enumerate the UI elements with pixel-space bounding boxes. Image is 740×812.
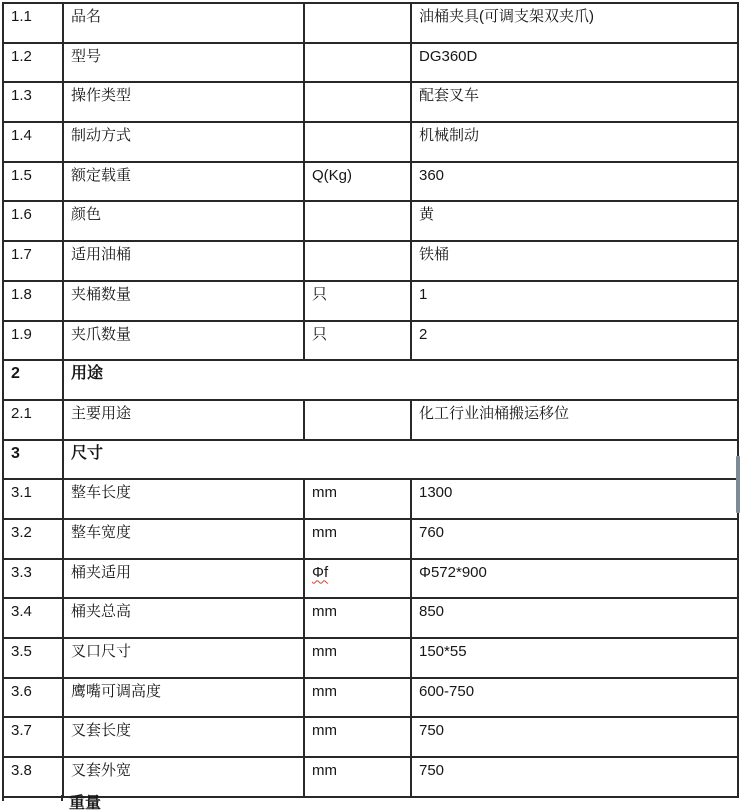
spec-row bbox=[3, 3, 738, 43]
value-cell bbox=[411, 281, 738, 321]
spec-label-cell-text: 制动方式 bbox=[71, 127, 132, 145]
value-cell-text: 150*55 bbox=[419, 643, 467, 660]
unit-cell bbox=[304, 241, 411, 281]
spec-label-cell-text: 颜色 bbox=[71, 206, 102, 224]
unit-cell bbox=[304, 559, 411, 599]
value-cell bbox=[411, 598, 738, 638]
row-number-cell bbox=[3, 638, 63, 678]
row-number-cell bbox=[3, 162, 63, 202]
value-cell-text: 760 bbox=[419, 523, 445, 541]
value-cell-text: 1 bbox=[419, 285, 428, 303]
row-number-cell bbox=[3, 201, 63, 241]
value-cell bbox=[411, 717, 738, 757]
row-number-cell-text: 1.1 bbox=[11, 8, 32, 25]
spec-label-cell-text: 型号 bbox=[71, 47, 102, 65]
value-cell bbox=[411, 638, 738, 678]
spec-row bbox=[3, 479, 738, 519]
row-number-cell-text: 2.1 bbox=[11, 404, 32, 422]
row-number-cell-text: 3 bbox=[11, 444, 20, 462]
unit-cell bbox=[304, 717, 411, 757]
spec-label-cell-text: 主要用途 bbox=[71, 404, 132, 422]
section-label-cell bbox=[63, 440, 738, 480]
value-cell-text: DG360D bbox=[419, 47, 478, 65]
unit-cell bbox=[304, 82, 411, 122]
unit-cell bbox=[304, 162, 411, 202]
unit-cell bbox=[304, 201, 411, 241]
row-number-cell bbox=[3, 559, 63, 599]
spec-row bbox=[3, 598, 738, 638]
section-label-cell-text: 尺寸 bbox=[71, 444, 104, 462]
unit-cell bbox=[304, 321, 411, 361]
value-cell bbox=[411, 479, 738, 519]
value-cell bbox=[411, 400, 738, 440]
spec-label-cell bbox=[63, 241, 304, 281]
spec-row bbox=[3, 321, 738, 361]
row-number-cell-text: 1.3 bbox=[11, 87, 32, 105]
value-cell-text: 360 bbox=[419, 166, 445, 184]
value-cell bbox=[411, 3, 738, 43]
unit-cell-text: mm bbox=[312, 722, 337, 740]
value-cell-text: 2 bbox=[419, 325, 428, 343]
spec-row bbox=[3, 638, 738, 678]
unit-cell-text: mm bbox=[312, 523, 337, 541]
row-number-cell bbox=[3, 3, 63, 43]
spec-label-cell bbox=[63, 281, 304, 321]
spec-row bbox=[3, 519, 738, 559]
spec-row bbox=[3, 678, 738, 718]
unit-cell-text: mm bbox=[312, 762, 337, 780]
partial-row-left-border bbox=[2, 795, 4, 801]
row-number-cell-text: 1.2 bbox=[11, 47, 32, 65]
spec-label-cell-text: 桶夹适用 bbox=[71, 563, 132, 581]
value-cell-text: 600-750 bbox=[419, 682, 475, 700]
spec-row bbox=[3, 281, 738, 321]
row-number-cell-text: 2 bbox=[11, 365, 20, 383]
value-cell bbox=[411, 82, 738, 122]
row-number-cell bbox=[3, 321, 63, 361]
unit-cell bbox=[304, 122, 411, 162]
row-number-cell-text: 3.8 bbox=[11, 762, 32, 780]
value-cell-text: 化工行业油桶搬运移位 bbox=[419, 404, 570, 422]
spec-label-cell bbox=[63, 321, 304, 361]
spec-row bbox=[3, 400, 738, 440]
spec-row bbox=[3, 241, 738, 281]
value-cell bbox=[411, 559, 738, 599]
spec-label-cell-text: 叉口尺寸 bbox=[71, 643, 132, 660]
scrollbar-fragment[interactable] bbox=[736, 456, 740, 513]
spec-label-cell-text: 叉套长度 bbox=[71, 722, 132, 740]
row-number-cell bbox=[3, 598, 63, 638]
spec-row bbox=[3, 162, 738, 202]
spec-label-cell bbox=[63, 3, 304, 43]
value-cell-text: 黄 bbox=[419, 206, 435, 224]
spec-label-cell-text: 夹爪数量 bbox=[71, 325, 132, 343]
spec-row bbox=[3, 717, 738, 757]
row-number-cell bbox=[3, 241, 63, 281]
row-number-cell bbox=[3, 678, 63, 718]
value-cell bbox=[411, 162, 738, 202]
spec-label-cell bbox=[63, 598, 304, 638]
row-number-cell-text: 3.3 bbox=[11, 563, 32, 581]
row-number-cell bbox=[3, 400, 63, 440]
unit-cell bbox=[304, 3, 411, 43]
row-number-cell bbox=[3, 122, 63, 162]
row-number-cell bbox=[3, 717, 63, 757]
row-number-cell-text: 1.5 bbox=[11, 166, 32, 184]
spec-label-cell-text: 品名 bbox=[71, 8, 102, 25]
spec-row bbox=[3, 559, 738, 599]
spec-label-cell bbox=[63, 122, 304, 162]
spec-label-cell-text: 叉套外宽 bbox=[71, 762, 132, 780]
unit-cell-text: Φf bbox=[312, 563, 329, 581]
row-number-cell bbox=[3, 479, 63, 519]
section-row bbox=[3, 440, 738, 480]
value-cell bbox=[411, 43, 738, 83]
value-cell bbox=[411, 321, 738, 361]
row-number-cell-text: 3.7 bbox=[11, 722, 32, 740]
value-cell-text: 1300 bbox=[419, 484, 453, 502]
section-label-cell-text: 用途 bbox=[71, 365, 104, 383]
unit-cell-text: Q(Kg) bbox=[312, 166, 353, 184]
unit-cell bbox=[304, 598, 411, 638]
spec-label-cell-text: 额定载重 bbox=[71, 166, 132, 184]
spec-label-cell bbox=[63, 43, 304, 83]
row-number-cell-text: 3.4 bbox=[11, 603, 32, 621]
unit-cell-text: 只 bbox=[312, 285, 328, 303]
row-number-cell bbox=[3, 82, 63, 122]
spec-row bbox=[3, 122, 738, 162]
unit-cell-text: mm bbox=[312, 643, 337, 660]
unit-cell bbox=[304, 43, 411, 83]
row-number-cell bbox=[3, 43, 63, 83]
spec-table-body bbox=[3, 3, 738, 797]
spec-label-cell bbox=[63, 479, 304, 519]
spec-label-cell bbox=[63, 82, 304, 122]
spec-label-cell-text: 整车宽度 bbox=[71, 523, 132, 541]
partial-row-column-divider bbox=[61, 795, 63, 801]
row-number-cell bbox=[3, 360, 63, 400]
unit-cell-text: mm bbox=[312, 603, 337, 621]
unit-cell bbox=[304, 678, 411, 718]
spec-label-cell-text: 适用油桶 bbox=[71, 246, 132, 264]
row-number-cell-text: 1.6 bbox=[11, 206, 32, 224]
spec-label-cell-text: 鹰嘴可调高度 bbox=[71, 682, 162, 700]
unit-cell bbox=[304, 479, 411, 519]
spec-label-cell-text: 操作类型 bbox=[71, 87, 132, 105]
value-cell bbox=[411, 519, 738, 559]
value-cell bbox=[411, 241, 738, 281]
spec-label-cell bbox=[63, 559, 304, 599]
spec-label-cell bbox=[63, 757, 304, 797]
row-number-cell-text: 1.4 bbox=[11, 127, 32, 145]
unit-cell bbox=[304, 281, 411, 321]
row-number-cell-text: 3.5 bbox=[11, 643, 32, 660]
spec-label-cell bbox=[63, 400, 304, 440]
value-cell-text: Φ572*900 bbox=[419, 563, 487, 581]
spec-row bbox=[3, 757, 738, 797]
spec-label-cell bbox=[63, 201, 304, 241]
spec-label-cell-text: 夹桶数量 bbox=[71, 285, 132, 303]
value-cell-text: 850 bbox=[419, 603, 445, 621]
unit-cell-text: mm bbox=[312, 682, 337, 700]
row-number-cell-text: 1.9 bbox=[11, 325, 32, 343]
value-cell bbox=[411, 678, 738, 718]
spec-label-cell-text: 桶夹总高 bbox=[71, 603, 132, 621]
unit-cell-text: 只 bbox=[312, 325, 328, 343]
row-number-cell bbox=[3, 440, 63, 480]
spec-table bbox=[2, 2, 739, 798]
spec-label-cell bbox=[63, 678, 304, 718]
spec-label-cell bbox=[63, 519, 304, 559]
row-number-cell-text: 3.1 bbox=[11, 484, 32, 502]
unit-cell bbox=[304, 400, 411, 440]
value-cell-text: 750 bbox=[419, 722, 445, 740]
row-number-cell-text: 1.7 bbox=[11, 246, 32, 264]
section-row bbox=[3, 360, 738, 400]
value-cell bbox=[411, 201, 738, 241]
value-cell-text: 铁桶 bbox=[419, 246, 450, 264]
value-cell-text: 配套叉车 bbox=[419, 87, 480, 105]
row-number-cell bbox=[3, 281, 63, 321]
row-number-cell-text: 1.8 bbox=[11, 285, 32, 303]
unit-cell bbox=[304, 638, 411, 678]
value-cell-text: 机械制动 bbox=[419, 127, 480, 145]
spec-label-cell bbox=[63, 717, 304, 757]
spec-label-cell bbox=[63, 638, 304, 678]
row-number-cell-text: 3.6 bbox=[11, 682, 32, 700]
row-number-cell-text: 3.2 bbox=[11, 523, 32, 541]
value-cell bbox=[411, 757, 738, 797]
spec-label-cell bbox=[63, 162, 304, 202]
section-label-cell bbox=[63, 360, 738, 400]
spec-row bbox=[3, 43, 738, 83]
unit-cell bbox=[304, 757, 411, 797]
spec-row bbox=[3, 201, 738, 241]
value-cell-text: 油桶夹具(可调支架双夹爪) bbox=[419, 8, 594, 25]
value-cell bbox=[411, 122, 738, 162]
value-cell-text: 750 bbox=[419, 762, 445, 780]
partial-section-label: 重量 bbox=[69, 795, 102, 812]
spec-label-cell-text: 整车长度 bbox=[71, 484, 132, 502]
unit-cell-text: mm bbox=[312, 484, 337, 502]
spec-row bbox=[3, 82, 738, 122]
unit-cell bbox=[304, 519, 411, 559]
row-number-cell bbox=[3, 519, 63, 559]
row-number-cell bbox=[3, 757, 63, 797]
